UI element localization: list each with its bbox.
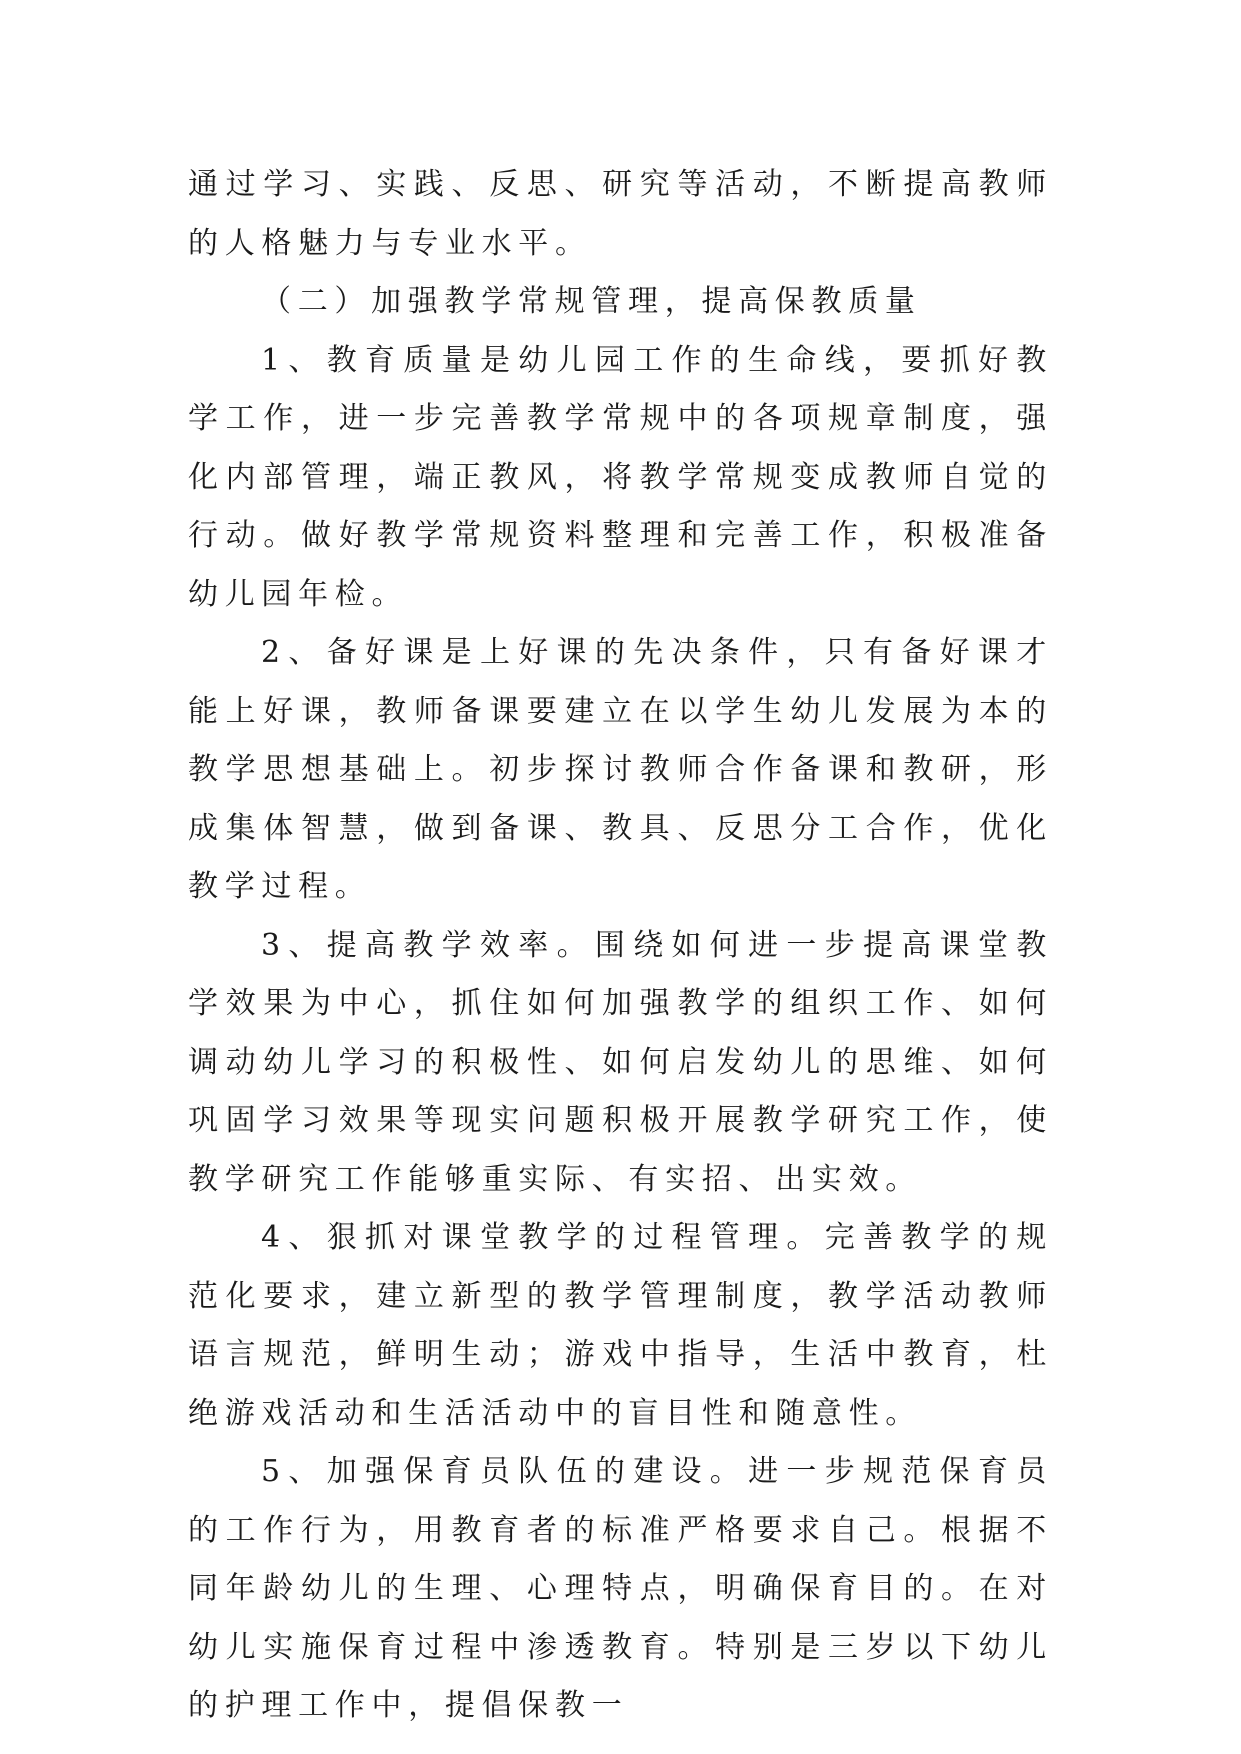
paragraph-continuation: 通过学习、实践、反思、研究等活动，不断提高教师的人格魅力与专业水平。 [188,167,1053,261]
paragraph-item-3: 3、提高教学效率。围绕如何进一步提高课堂教学效果为中心，抓住如何加强教学的组织工作、如何调动幼儿学习的积极性、如何启发幼儿的思维、如何巩固学习效果等现实问题积极开展教学研究工作，使教学研究工作能够重实际、有实招、出实效。 [188,927,1053,1197]
section-heading: （二）加强教学常规管理，提高保教质量 [261,284,922,319]
paragraph-item-2: 2、备好课是上好课的先决条件，只有备好课才能上好课，教师备课要建立在以学生幼儿发展为本的教学思想基础上。初步探讨教师合作备课和教研，形成集体智慧，做到备课、教具、反思分工合作，优化教学过程。 [188,635,1053,904]
paragraph-item-5: 5、加强保育员队伍的建设。进一步规范保育员的工作行为，用教育者的标准严格要求自己。根据不同年龄幼儿的生理、心理特点，明确保育目的。在对幼儿实施保育过程中渗透教育。特别是三岁以下幼儿的护理工作中，提倡保教一 [188,1454,1053,1723]
paragraph-item-1: 1、教育质量是幼儿园工作的生命线，要抓好教学工作，进一步完善教学常规中的各项规章制度，强化内部管理，端正教风，将教学常规变成教师自觉的行动。做好教学常规资料整理和完善工作，积极准备幼儿园年检。 [188,342,1053,612]
document-body [188,156,1053,1736]
paragraph-item-4: 4、狠抓对课堂教学的过程管理。完善教学的规范化要求，建立新型的教学管理制度，教学活动教师语言规范，鲜明生动；游戏中指导，生活中教育，杜绝游戏活动和生活活动中的盲目性和随意性。 [188,1220,1053,1431]
